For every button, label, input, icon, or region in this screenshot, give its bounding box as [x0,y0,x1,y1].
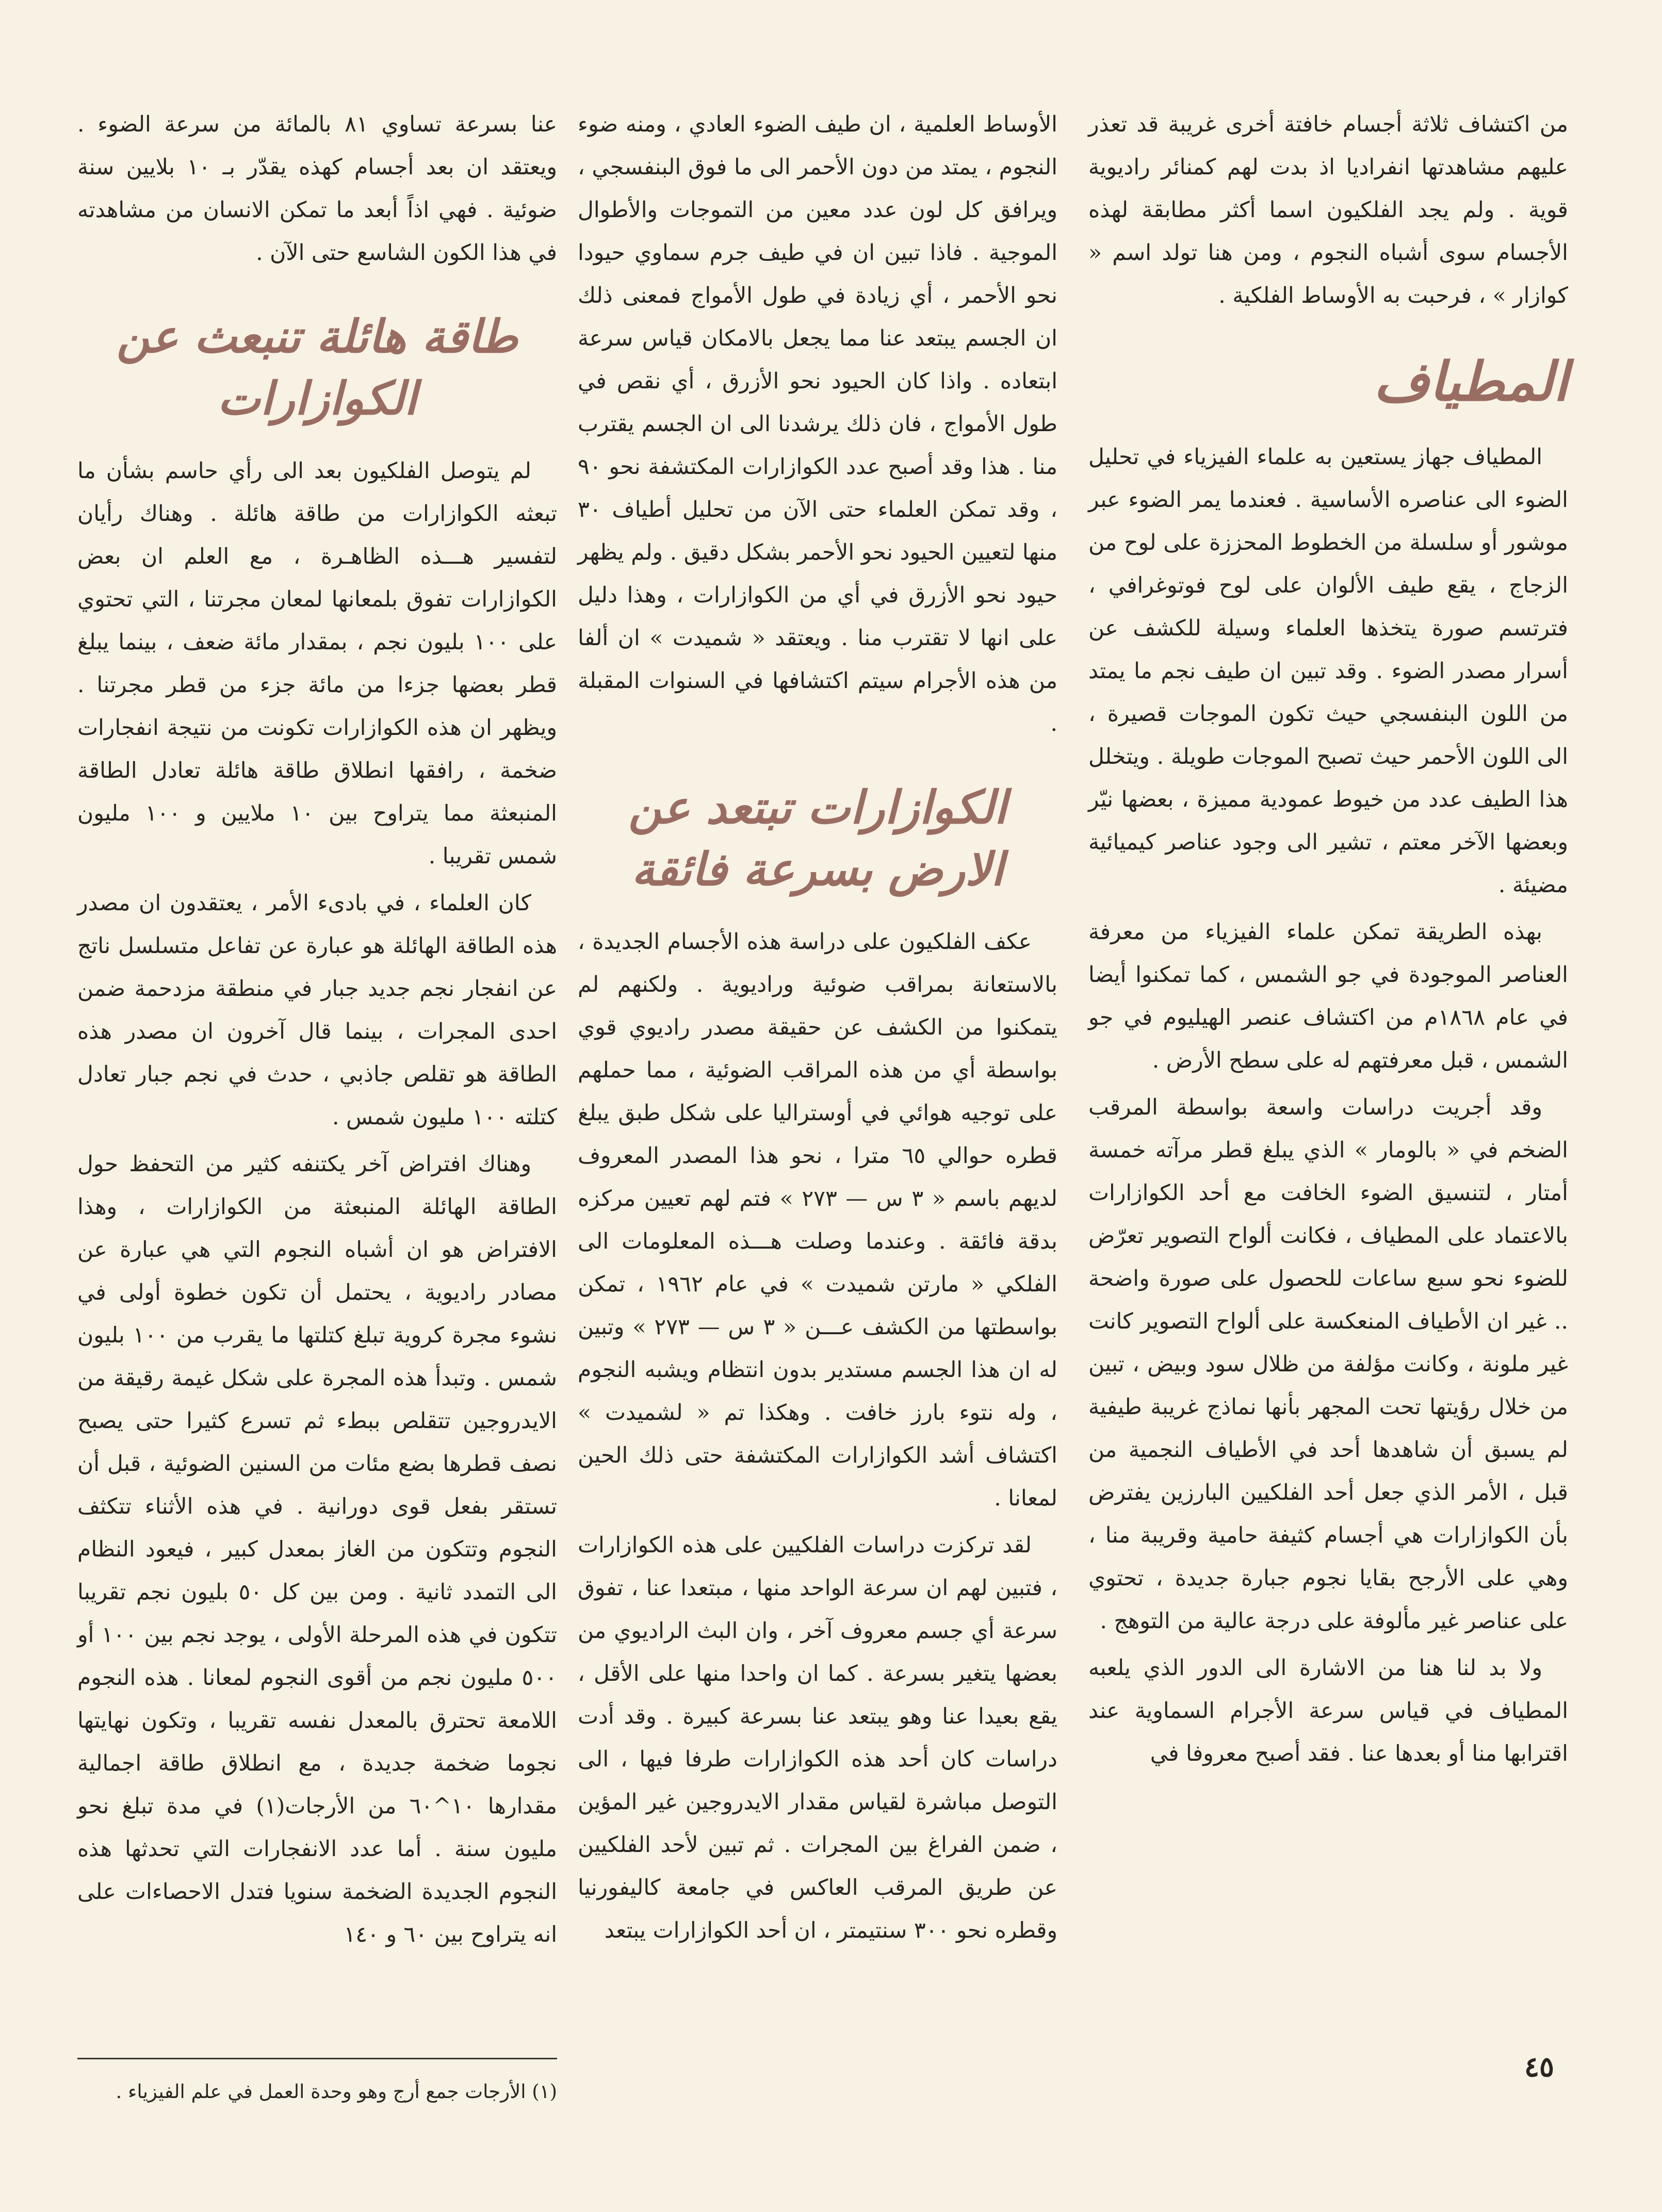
paragraph: لم يتوصل الفلكيون بعد الى رأي حاسم بشأن ما تبعثه الكوازارات من طاقة هائلة . وهناك رأيان لتفسير هـــذه الظاهـرة ، مع العلم ان بعض الكوازارات تفوق بلمعانها لمعان مجرتنا ، التي تحتوي على ١٠٠ بليون نجم ، بمقدار مائة ضعف ، بينما يبلغ قطر بعضها جزءا من مائة جزء من قطر مجرتنا . ويظهر ان هذه الكوازارات تكونت من نتيجة انفجارات ضخمة ، رافقها انطلاق طاقة هائلة تعادل الطاقة المنبعثة مما يتراوح بين ١٠ ملايين و ١٠٠ مليون شمس تقريبا . [77,458,557,869]
paragraph: وهناك افتراض آخر يكتنفه كثير من التحفظ حول الطاقة الهائلة المنبعثة من الكوازارات ، وهذا الافتراض هو ان أشباه النجوم التي هي عبارة عن مصادر راديوية ، يحتمل أن تكون خطوة أولى في نشوء مجرة كروية تبلغ كتلتها ما يقرب من ١٠٠ بليون شمس . وتبدأ هذه المجرة على شكل غيمة رقيقة من الايدروجين تتقلص ببطء ثم تسرع كثيرا حتى يصبح نصف قطرها بضع مئات من السنين الضوئية ، قبل أن تستقر بفعل قوى دورانية . في هذه الأثناء تتكثف النجوم وتتكون من الغاز بمعدل كبير ، فيعود النظام الى التمدد ثانية . ومن بين كل ٥٠ بليون نجم تقريبا تتكون في هذه المرحلة الأولى ، يوجد نجم بين ١٠٠ أو ٥٠٠ مليون نجم من أقوى النجوم لمعانا . هذه النجوم اللامعة تحترق بالمعدل نفسه تقريبا ، وتكون نهايتها نجوما ضخمة جديدة ، مع انطلاق طاقة اجمالية مقدارها ١٠^٦٠ من الأرجات(١) في مدة تبلغ نحو مليون سنة . أما عدد الانفجارات التي تحدثها هذه النجوم الجديدة الضخمة سنويا فتدل الاحصاءات على انه يتراوح بين ٦٠ و ١٤٠ [77,1152,557,1947]
paragraph: ولا بد لنا هنا من الاشارة الى الدور الذي يلعبه المطياف في قياس سرعة الأجرام السماوية عند اقترابها منا أو بعدها عنا . فقد أصبح معروفا في [1088,1656,1568,1766]
column-right [1088,103,1568,1779]
paragraph: المطياف جهاز يستعين به علماء الفيزياء في تحليل الضوء الى عناصره الأساسية . فعندما يمر الضوء عبر موشور أو سلسلة من الخطوط المحززة على لوح من الزجاج ، يقع طيف الألوان على لوح فوتوغرافي ، فترتسم صورة يتخذها العلماء وسيلة للكشف عن أسرار مصدر الضوء . وقد تبين ان طيف نجم ما يمتد من اللون البنفسجي حيث تكون الموجات قصيرة ، الى اللون الأحمر حيث تصبح الموجات طويلة . ويتخلل هذا الطيف عدد من خيوط عمودية مميزة ، بعضها نيّر وبعضها الآخر معتم ، تشير الى وجود عناصر كيميائية مضيئة . [1088,445,1568,898]
paragraph: من اكتشاف ثلاثة أجسام خافتة أخرى غريبة قد تعذر عليهم مشاهدتها انفراديا اذ بدت لهم كمنائر راديوية قوية . ولم يجد الفلكيون اسما أكثر مطابقة لهذه الأجسام سوى أشباه النجوم ، ومن هنا تولد اسم « كوازار » ، فرحبت به الأوساط الفلكية . [1088,112,1568,308]
paragraph: وقد أجريت دراسات واسعة بواسطة المرقب الضخم في « بالومار » الذي يبلغ قطر مرآته خمسة أمتار ، لتنسيق الضوء الخافت مع أحد الكوازارات بالاعتماد على المطياف ، فكانت ألواح التصوير تعرّض للضوء نحو سبع ساعات للحصول على صورة واضحة .. غير ان الأطياف المنعكسة على ألواح التصوير كانت غير ملونة ، وكانت مؤلفة من ظلال سود وبيض ، تبين من خلال رؤيتها تحت المجهر بأنها نماذج غريبة طيفية لم يسبق أن شاهدها أحد في الأطياف النجمية من قبل ، الأمر الذي جعل أحد الفلكيين البارزين يفترض بأن الكوازارات هي أجسام كثيفة حامية وقريبة منا ، وهي على الأرجح بقايا نجوم جبارة جديدة ، تحتوي على عناصر غير مألوفة على درجة عالية من التوهج . [1088,1095,1568,1634]
section-heading-quasars-receding: الكوازارات تبتعد عن الارض بسرعة فائقة [628,780,1007,896]
paragraph: عنا بسرعة تساوي ٨١ بالمائة من سرعة الضوء . ويعتقد ان بعد أجسام كهذه يقدّر بـ ١٠ بلايين سنة ضوئية . فهي اذاً أبعد ما تمكن الانسان من مشاهدته في هذا الكون الشاسع حتى الآن . [77,112,558,266]
section-heading-quasar-energy: طاقة هائلة تنبعث عن الكوازارات [117,309,518,425]
paragraph: لقد تركزت دراسات الفلكيين على هذه الكوازارات ، فتبين لهم ان سرعة الواحد منها ، مبتعدا عنا ، تفوق سرعة أي جسم معروف آخر ، وان البث الراديوي من بعضها يتغير بسرعة . كما ان واحدا منها على الأقل ، يقع بعيدا عنا وهو يبتعد عنا بسرعة كبيرة . وقد أدت دراسات كان أحد هذه الكوازارات طرفا فيها ، الى التوصل مباشرة لقياس مقدار الايدروجين غير المؤين ، ضمن الفراغ بين المجرات . ثم تبين لأحد الفلكيين عن طريق المرقب العاكس في جامعة كاليفورنيا وقطره نحو ٣٠٠ سنتيمتر ، ان أحد الكوازارات يبتعد [578,1533,1057,1943]
column-left [77,103,557,1960]
paragraph: كان العلماء ، في بادىء الأمر ، يعتقدون ان مصدر هذه الطاقة الهائلة هو عبارة عن تفاعل متسلسل ناتج عن انفجار نجم جديد جبار في منطقة مزدحمة ضمن احدى المجرات ، بينما قال آخرون ان مصدر هذه الطاقة هو تقلص جاذبي ، حدث في نجم جبار تعادل كتلته ١٠٠ مليون شمس . [77,891,557,1130]
footnote-divider [77,2058,557,2059]
paragraph: بهذه الطريقة تمكن علماء الفيزياء من معرفة العناصر الموجودة في جو الشمس ، كما تمكنوا أيضا في عام ١٨٦٨م من اكتشاف عنصر الهيليوم في جو الشمس ، قبل معرفتهم له على سطح الأرض . [1088,920,1568,1073]
column-middle [578,103,1057,1956]
footnote: (١) الأرجات جمع أرج وهو وحدة العمل في علم الفيزياء . [116,2080,557,2103]
paragraph: عكف الفلكيون على دراسة هذه الأجسام الجديدة ، بالاستعانة بمراقب ضوئية وراديوية . ولكنهم لم يتمكنوا من الكشف عن حقيقة مصدر راديوي قوي بواسطة أي من هذه المراقب الضوئية ، مما حملهم على توجيه هوائي في أوستراليا على شكل طبق يبلغ قطره حوالي ٦٥ مترا ، نحو هذا المصدر المعروف لديهم باسم « ٣ س — ٢٧٣ » فتم لهم تعيين مركزه بدقة فائقة . وعندما وصلت هـــذه المعلومات الى الفلكي « مارتن شميدت » في عام ١٩٦٢ ، تمكن بواسطتها من الكشف عـــن « ٣ س — ٢٧٣ » وتبين له ان هذا الجسم مستدير بدون انتظام ويشبه النجوم ، وله نتوء بارز خافت . وهكذا تم « لشميدت » اكتشاف أشد الكوازارات المكتشفة حتى ذلك الحين لمعانا . [578,929,1057,1511]
paragraph: الأوساط العلمية ، ان طيف الضوء العادي ، ومنه ضوء النجوم ، يمتد من دون الأحمر الى ما فوق البنفسجي ، ويرافق كل لون عدد معين من التموجات والأطوال الموجية . فاذا تبين ان في طيف جرم سماوي حيودا نحو الأحمر ، أي زيادة في طول الأمواج فمعنى ذلك ان الجسم يبتعد عنا مما يجعل بالامكان قياس سرعة ابتعاده . واذا كان الحيود نحو الأزرق ، أي نقص في طول الأمواج ، فان ذلك يرشدنا الى ان الجسم يقترب منا . هذا وقد أصبح عدد الكوازارات المكتشفة نحو ٩٠ ، وقد تمكن العلماء حتى الآن من تحليل أطياف ٣٠ منها لتعيين الحيود نحو الأحمر بشكل دقيق . ولم يظهر حيود نحو الأزرق في أي من الكوازارات ، وهذا دليل على انها لا تقترب منا . ويعتقد « شميدت » ان ألفا من هذه الأجرام سيتم اكتشافها في السنوات المقبلة . [578,112,1057,736]
page-number: ٤٥ [1524,2050,1555,2083]
section-heading-spectrometer: المطياف [1374,350,1568,413]
